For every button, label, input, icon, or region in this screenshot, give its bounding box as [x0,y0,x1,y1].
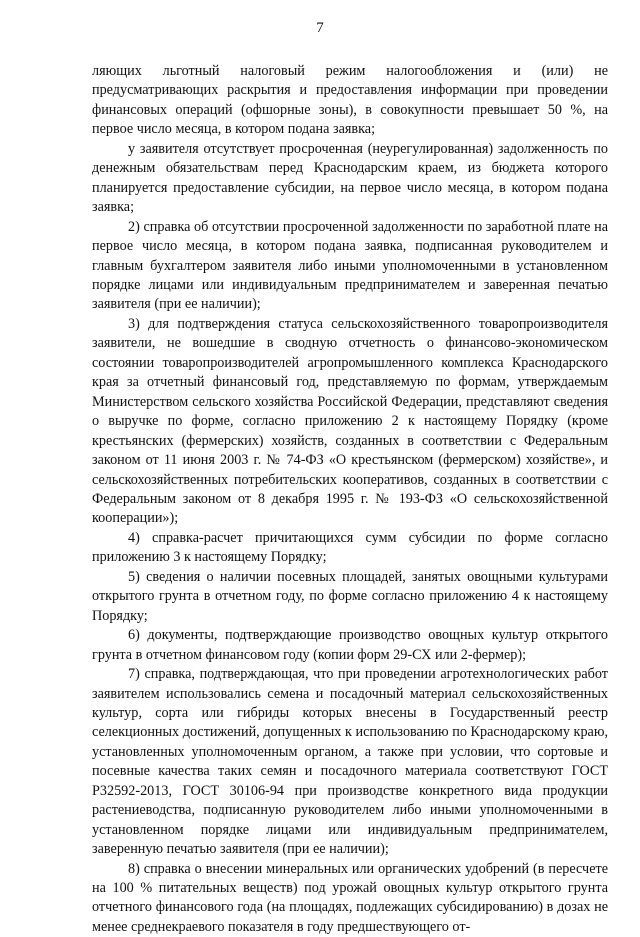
paragraph-item-8: 8) справка о внесении минеральных или органических удобрений (в пересчете на 100 % питательных веществ) под урожай овощных культур открытого грунта отчетного финансового года (на площадях, подлежащих субсидированию) в дозах не менее среднекраевого показателя в году предшествующего от- [92,860,608,935]
paragraph-item-5: 5) сведения о наличии посевных площадей, занятых овощными культурами открытого грунта в отчетном году, по форме согласно приложению 4 к настоящему Порядку; [92,568,608,624]
paragraph-offshore-continuation: ляющих льготный налоговый режим налогообложения и (или) не предусматривающих раскрытия и предоставления информации при проведении финансовых операций (офшорные зоны), в совокупности превышает 50 %, на первое число месяца, в котором подана заявка; [92,63,608,138]
page-number: 7 [316,20,324,36]
paragraph-no-overdue-debt: у заявителя отсутствует просроченная (неурегулированная) задолженность по денежным обязательствам перед Краснодарским краем, из бюджета которого планируется предоставление субсидии, на первое число месяца, в котором подана заявка; [92,140,608,216]
paragraph-item-4: 4) справка-расчет причитающихся сумм субсидии по форме согласно приложению 3 к настоящему Порядку; [92,529,608,566]
paragraph-item-2: 2) справка об отсутствии просроченной задолженности по заработной плате на первое число месяца, в котором подана заявка, подписанная руководителем и главным бухгалтером заявителя либо иными уполномоченными в установленном порядке лицами или индивидуальным предпринимателем и заверенная печатью заявителя (при ее наличии); [92,218,608,313]
paragraph-item-6: 6) документы, подтверждающие производство овощных культур открытого грунта в отчетном финансовом году (копии форм 29-СХ или 2-фермер); [92,627,608,663]
document-body [92,62,608,937]
paragraph-item-7: 7) справка, подтверждающая, что при проведении агротехнологических работ заявителем использовались семена и посадочный материал сельскохозяйственных культур, сорта или гибриды которых внесены в Государственный реестр селекционных достижений, допущенных к использованию по Краснодарскому краю, установленных уполномоченным органом, а также при условии, что сортовые и посевные качества таких семян и посадочного материала соответствуют ГОСТ Р32592-2013, ГОСТ 30106-94 при производстве конкретного вида продукции растениеводства, подписанную руководителем либо иными уполномоченными в установленном порядке лицами или индивидуальным предпринимателем, заверенную печатью заявителя (при ее наличии); [92,666,608,858]
paragraph-item-3: 3) для подтверждения статуса сельскохозяйственного товаропроизводителя заявители, не вошедшие в сводную отчетность о финансово-экономическом состоянии товаропроизводителей агропромышленного комплекса Краснодарского края за отчетный финансовый год, представляемую по формам, утверждаемым Министерством сельского хозяйства Российской Федерации, представляют сведения о выручке по форме, согласно приложению 2 к настоящему Порядку (кроме крестьянских (фермерских) хозяйств, созданных в соответствии с Федеральным законом от 11 июня 2003 г. № 74-ФЗ «О крестьянском (фермерском) хозяйстве», и сельскохозяйственных потребительских кооперативов, созданных в соответствии с Федеральным законом от 8 декабря 1995 г. № 193-ФЗ «О сельскохозяйственной кооперации»); [92,315,608,527]
